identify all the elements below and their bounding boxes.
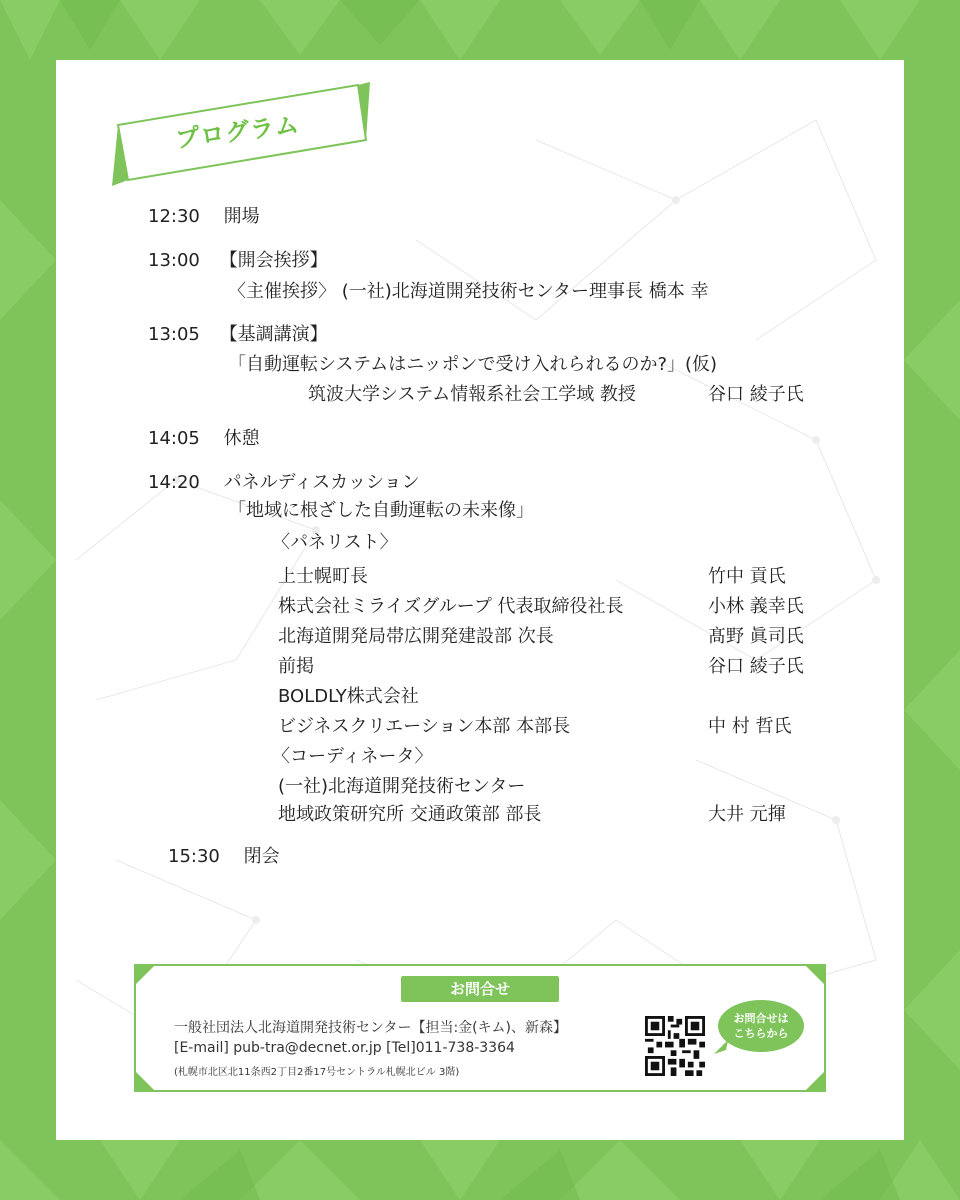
panelist-org: 前掲 <box>278 656 314 677</box>
program-heading: プログラム <box>174 110 302 154</box>
opening-host: 〈主催挨拶〉 (一社)北海道開発技術センター理事長 橋本 幸 <box>228 281 709 302</box>
coordinator-org: 地域政策研究所 交通政策部 部長 <box>278 804 542 825</box>
panelist-org: 北海道開発局帯広開発建設部 次長 <box>278 626 554 647</box>
panelist-org: BOLDLY株式会社 <box>278 686 419 707</box>
panelist-org: 株式会社ミライズグループ 代表取締役社長 <box>278 596 624 617</box>
qr-code[interactable] <box>645 1016 705 1076</box>
contact-org: 一般社団法人北海道開発技術センター【担当:金(キム)、新森】 <box>174 1020 567 1036</box>
time: 13:05 <box>148 324 200 345</box>
contact-bubble[interactable] <box>718 1000 804 1052</box>
time: 13:00 <box>148 250 200 271</box>
coordinator-label: 〈コーディネータ〉 <box>272 746 433 767</box>
bubble-line: こちらから <box>733 1027 789 1040</box>
keynote-speaker-name: 谷口 綾子氏 <box>708 384 804 405</box>
item-title: 開場 <box>223 206 260 227</box>
item-title: 閉会 <box>243 846 280 867</box>
panelist-org: 上士幌町長 <box>278 566 368 587</box>
coordinator-org: (一社)北海道開発技術センター <box>278 776 526 797</box>
time: 15:30 <box>168 846 220 867</box>
program-item <box>148 324 328 346</box>
bubble-line: お問合せは <box>733 1012 789 1025</box>
panelist-name: 谷口 綾子氏 <box>708 656 804 677</box>
contact-title: お問合せ <box>401 976 559 1002</box>
panelist-name: 中 村 哲氏 <box>708 716 792 737</box>
item-title: 【開会挨拶】 <box>219 250 328 271</box>
panelist-name: 髙野 眞司氏 <box>708 626 804 647</box>
keynote-title: 「自動運転システムはニッポンで受け入れられるのか?」(仮) <box>228 354 718 375</box>
panelist-name: 竹中 貢氏 <box>708 566 786 587</box>
panelists-label: 〈パネリスト〉 <box>272 532 398 553</box>
program-item <box>148 428 260 450</box>
contact-email-tel[interactable]: [E-mail] pub-tra@decnet.or.jp [Tel]011-738-3364 <box>174 1040 515 1056</box>
time: 12:30 <box>148 206 200 227</box>
program-item <box>148 472 420 494</box>
time: 14:05 <box>148 428 200 449</box>
program-item <box>148 206 260 228</box>
item-title: 【基調講演】 <box>219 324 328 345</box>
program-item <box>168 846 280 868</box>
contact-address: (札幌市北区北11条西2丁目2番17号セントラル札幌北ビル 3階) <box>174 1067 460 1078</box>
panel-title: 「地域に根ざした自動運転の未来像」 <box>228 500 534 521</box>
panelist-org: ビジネスクリエーション本部 本部長 <box>278 716 571 737</box>
item-title: パネルディスカッション <box>223 472 420 493</box>
keynote-speaker-org: 筑波大学システム情報系社会工学域 教授 <box>308 384 636 405</box>
item-title: 休憩 <box>223 428 260 449</box>
panelist-name: 小林 義幸氏 <box>708 596 804 617</box>
coordinator-name: 大井 元揮 <box>708 804 786 825</box>
time: 14:20 <box>148 472 200 493</box>
program-item <box>148 250 328 272</box>
